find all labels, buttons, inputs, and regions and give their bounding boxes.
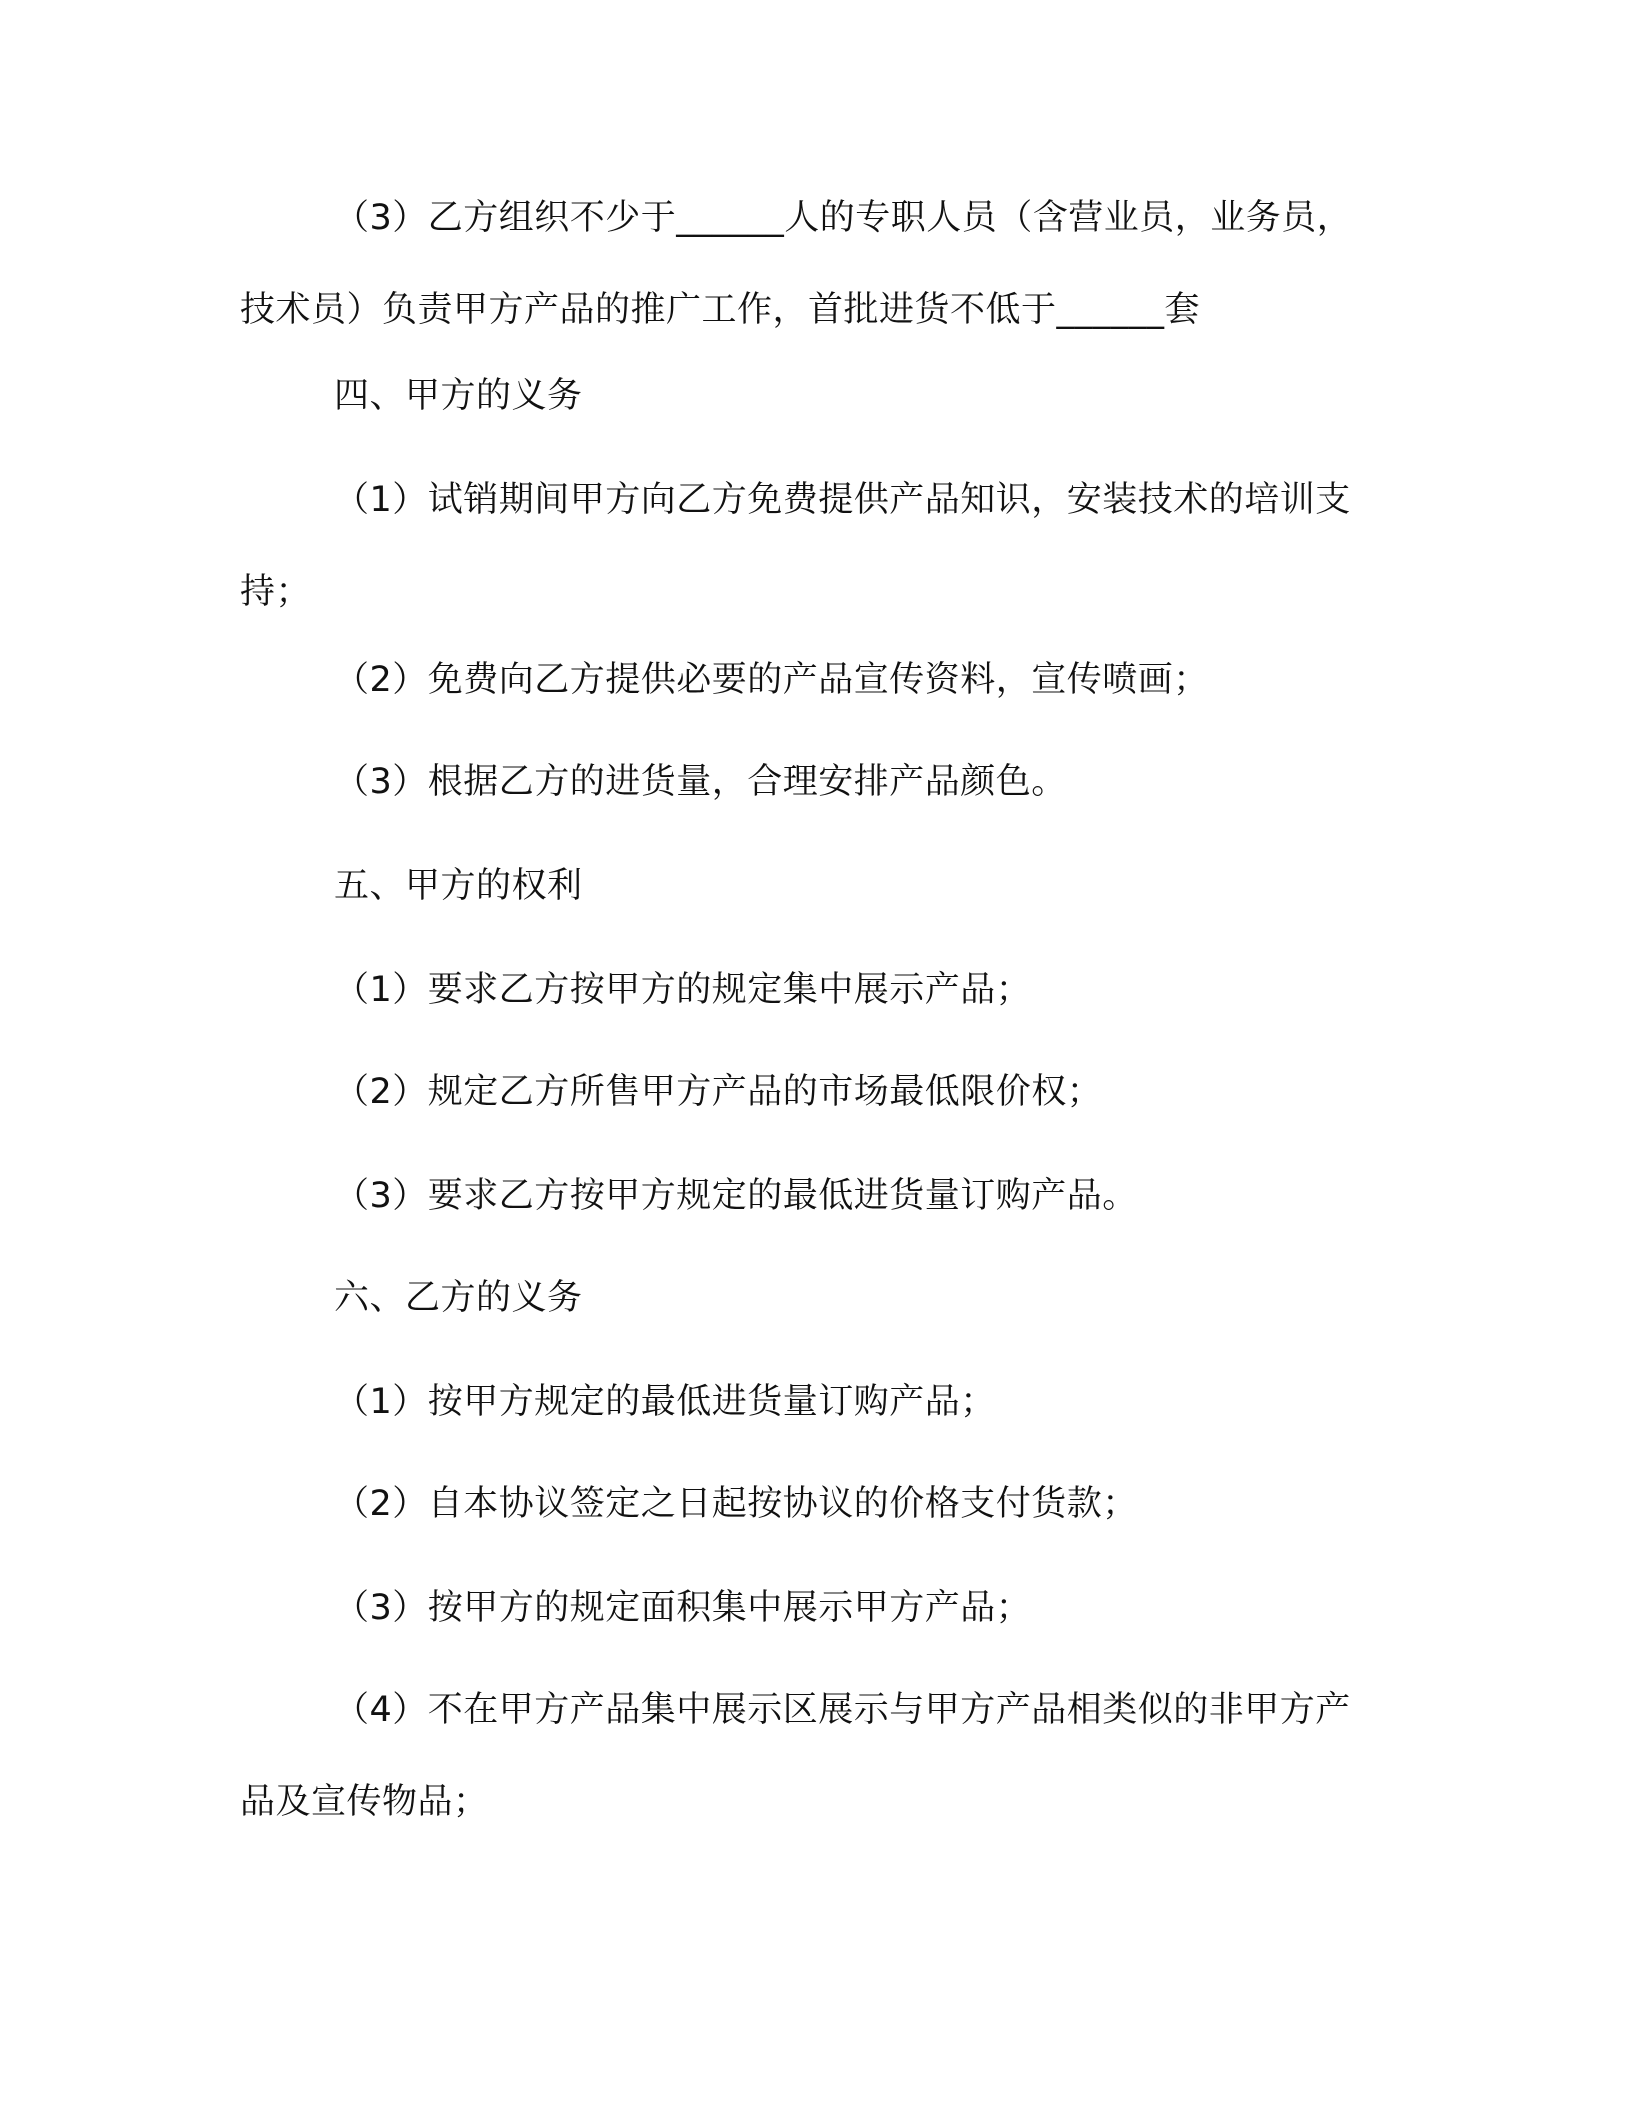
- paragraph-yifang-obligation-1: （1）按甲方规定的最低进货量订购产品；: [334, 1382, 996, 1422]
- paragraph-jiafang-obligation-3: （3）根据乙方的进货量，合理安排产品颜色。: [334, 762, 1067, 802]
- paragraph-yifang-obligation-3: （3）按甲方的规定面积集中展示甲方产品；: [334, 1588, 1032, 1628]
- paragraph-yifang-obligation-2: （2）自本协议签定之日起按协议的价格支付货款；: [334, 1484, 1138, 1524]
- section-heading-jiafang-rights: 五、甲方的权利: [334, 866, 583, 906]
- paragraph-jiafang-obligation-1: （1）试销期间甲方向乙方免费提供产品知识，安装技术的培训支持；: [240, 480, 1351, 612]
- section-heading-jiafang-obligations: 四、甲方的义务: [334, 376, 583, 416]
- paragraph-yifang-obligation-4: （4）不在甲方产品集中展示区展示与甲方产品相类似的非甲方产品及宣传物品；: [240, 1690, 1351, 1822]
- paragraph-jiafang-right-3: （3）要求乙方按甲方规定的最低进货量订购产品。: [334, 1176, 1138, 1216]
- paragraph-yifang-staff: （3）乙方组织不少于______人的专职人员（含营业员，业务员，技术员）负责甲方产品的推广工作，首批进货不低于______套: [240, 198, 1353, 330]
- paragraph-jiafang-right-2: （2）规定乙方所售甲方产品的市场最低限价权；: [334, 1072, 1103, 1112]
- paragraph-jiafang-obligation-2: （2）免费向乙方提供必要的产品宣传资料，宣传喷画；: [334, 660, 1209, 700]
- paragraph-jiafang-right-1: （1）要求乙方按甲方的规定集中展示产品；: [334, 970, 1032, 1010]
- section-heading-yifang-obligations: 六、乙方的义务: [334, 1278, 583, 1318]
